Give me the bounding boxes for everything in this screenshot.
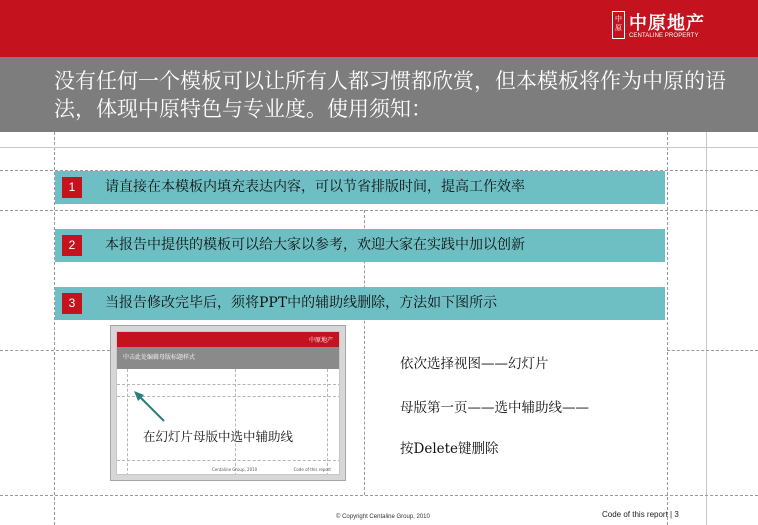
page-number: Code of this report | 3	[602, 510, 679, 519]
item-number-badge: 2	[62, 235, 82, 256]
thumbnail-guide	[117, 396, 340, 397]
thumbnail-footer-left: Centaline Group, 2010	[212, 467, 258, 472]
thumbnail-guide	[127, 369, 128, 475]
guide-horizontal-top	[0, 147, 758, 148]
slide-title: 没有任何一个模板可以让所有人都习惯都欣赏，但本模板将作为中原的语法，体现中原特色与专业度。使用须知：	[54, 69, 726, 121]
thumbnail-guide	[327, 369, 328, 475]
thumbnail-title: 中击此处编辑母版标题样式	[123, 354, 196, 361]
thumbnail-slide	[116, 331, 340, 475]
logo-seal: 中原	[612, 11, 625, 39]
copyright-notice: © Copyright Centaline Group, 2010	[336, 514, 430, 520]
thumbnail-logo: 中原地产	[308, 337, 333, 344]
thumbnail-header-band	[117, 332, 339, 347]
guide-horizontal-4	[667, 350, 758, 351]
notice-item-3	[55, 287, 665, 320]
instruction-line-3: 按Delete键删除	[400, 441, 499, 457]
item-text: 请直接在本模板内填充表达内容，可以节省排版时间，提高工作效率	[105, 179, 525, 195]
title-band	[0, 57, 758, 132]
item-number-badge: 3	[62, 293, 82, 314]
guide-vertical-right-outer	[706, 132, 707, 525]
thumbnail-caption: 在幻灯片母版中选中辅助线	[143, 429, 294, 444]
instruction-line-1: 依次选择视图——幻灯片	[400, 356, 549, 372]
thumbnail-footer-right: Code of this report	[293, 467, 331, 472]
thumbnail-guide	[117, 384, 340, 385]
logo-chinese-name: 中原地产	[629, 13, 705, 34]
slide-master-thumbnail	[110, 325, 346, 481]
header-band	[0, 0, 758, 57]
guide-horizontal-5	[0, 495, 758, 496]
logo-english-name: CENTALINE PROPERTY	[629, 33, 699, 39]
guide-vertical-right-inner	[667, 132, 668, 525]
instruction-line-2: 母版第一页——选中辅助线——	[400, 400, 589, 416]
thumbnail-guide	[117, 460, 340, 461]
item-number-badge: 1	[62, 177, 82, 198]
guide-horizontal-2	[0, 210, 758, 211]
guide-horizontal-3	[0, 350, 110, 351]
thumbnail-guide	[235, 369, 236, 475]
item-text: 本报告中提供的模板可以给大家以参考，欢迎大家在实践中加以创新	[105, 237, 525, 253]
thumbnail-title-band	[117, 347, 339, 369]
centaline-logo	[612, 11, 710, 43]
item-text: 当报告修改完毕后，须将PPT中的辅助线删除，方法如下图所示	[105, 295, 498, 311]
notice-item-1	[55, 171, 665, 204]
notice-item-2	[55, 229, 665, 262]
